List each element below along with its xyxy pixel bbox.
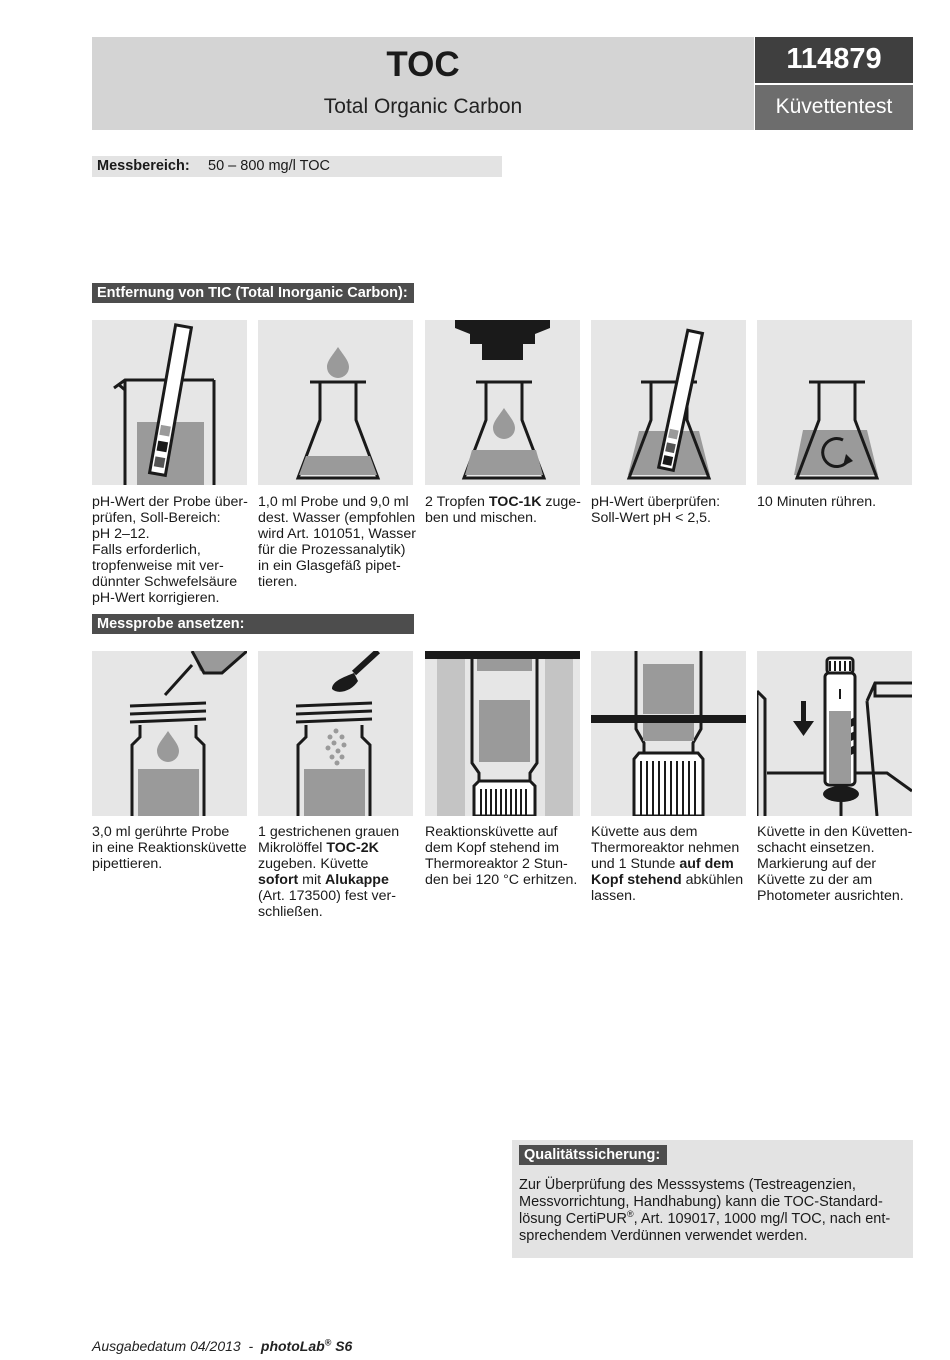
page-title: TOC [386,45,460,84]
step-caption-4: pH-Wert überprüfen: Soll-Wert pH < 2,5. [591,494,721,526]
flask-ph-strip-icon [591,320,746,485]
photometer-insert-icon [757,651,912,816]
test-type: Küvettentest [775,95,893,118]
article-number: 114879 [786,43,882,75]
footer-date: Ausgabedatum 04/2013 - [92,1338,261,1354]
measuring-range-label: Messbereich: [97,158,190,174]
step-illustration-insert-photometer [757,651,912,816]
step-caption-2: 1,0 ml Probe und 9,0 ml dest. Wasser (empfohlen wird Art. 101051, Wasser für die Prozessanalytik) in ein Glasgefäß pipet- tieren. [258,494,416,590]
header-title-box [92,37,754,130]
measuring-range-value: 50 – 800 mg/l TOC [208,158,330,174]
measuring-range [92,156,502,177]
beaker-ph-strip-icon [92,320,247,485]
step-caption-1: pH-Wert der Probe über- prüfen, Soll-Bereich: pH 2–12. Falls erforderlich, tropfenweise mit ver- dünnter Schwefelsäure pH-Wert korrigieren. [92,494,248,606]
section-heading-sample-prep: Messprobe ansetzen: [92,614,414,634]
reagent-bottle-flask-icon [425,320,580,485]
page-subtitle: Total Organic Carbon [323,95,523,118]
flask-drop-icon [258,320,413,485]
spoon-vial-icon [258,651,413,816]
step-caption-8: Reaktionsküvette auf dem Kopf stehend im Thermoreaktor 2 Stun- den bei 120 °C erhitzen. [425,824,578,888]
footer [92,1338,352,1354]
cuvette-cooling-icon [591,651,746,816]
quality-assurance-text: Zur Überprüfung des Messsystems (Testreagenzien, Messvorrichtung, Handhabung) kann die TOC-Standard- lösung CertiPUR®, Art. 109017, 1000 mg/l TOC, nach ent- sprechendem Verdünnen verwendet werden. [519,1177,891,1244]
step-caption-5: 10 Minuten rühren. [757,494,877,510]
step-caption-3: 2 Tropfen TOC-1K zuge- ben und mischen. [425,494,581,526]
step-illustration-stir [757,320,912,485]
flask-stir-icon [757,320,912,485]
step-illustration-cool [591,651,746,816]
quality-assurance-box [512,1140,913,1258]
step-caption-10: Küvette in den Küvetten- schacht einsetzen. Markierung auf der Küvette zu der am Photometer ausrichten. [757,824,913,904]
test-type-box [755,85,913,130]
quality-assurance-heading: Qualitätssicherung: [519,1145,667,1165]
article-number-box [755,37,913,83]
section-heading-tic-removal: Entfernung von TIC (Total Inorganic Carbon): [92,283,414,303]
step-illustration-ph-verify [591,320,746,485]
pipette-vial-icon [92,651,247,816]
thermoreactor-cuvette-icon [425,651,580,816]
step-illustration-thermoreactor [425,651,580,816]
step-illustration-add-toc1k [425,320,580,485]
step-caption-9: Küvette aus dem Thermoreaktor nehmen und 1 Stunde auf dem Kopf stehend abkühlen lassen. [591,824,744,904]
step-caption-6: 3,0 ml gerührte Probe in eine Reaktionsküvette pipettieren. [92,824,247,872]
step-illustration-ph-check [92,320,247,485]
step-illustration-pipette-sample [258,320,413,485]
step-caption-7: 1 gestrichenen grauen Mikrolöffel TOC-2K zugeben. Küvette sofort mit Alukappe (Art. 173500) fest ver- schließen. [258,824,400,920]
footer-product: photoLab® S6 [260,1337,353,1354]
step-illustration-pipette-vial [92,651,247,816]
step-illustration-add-toc2k [258,651,413,816]
